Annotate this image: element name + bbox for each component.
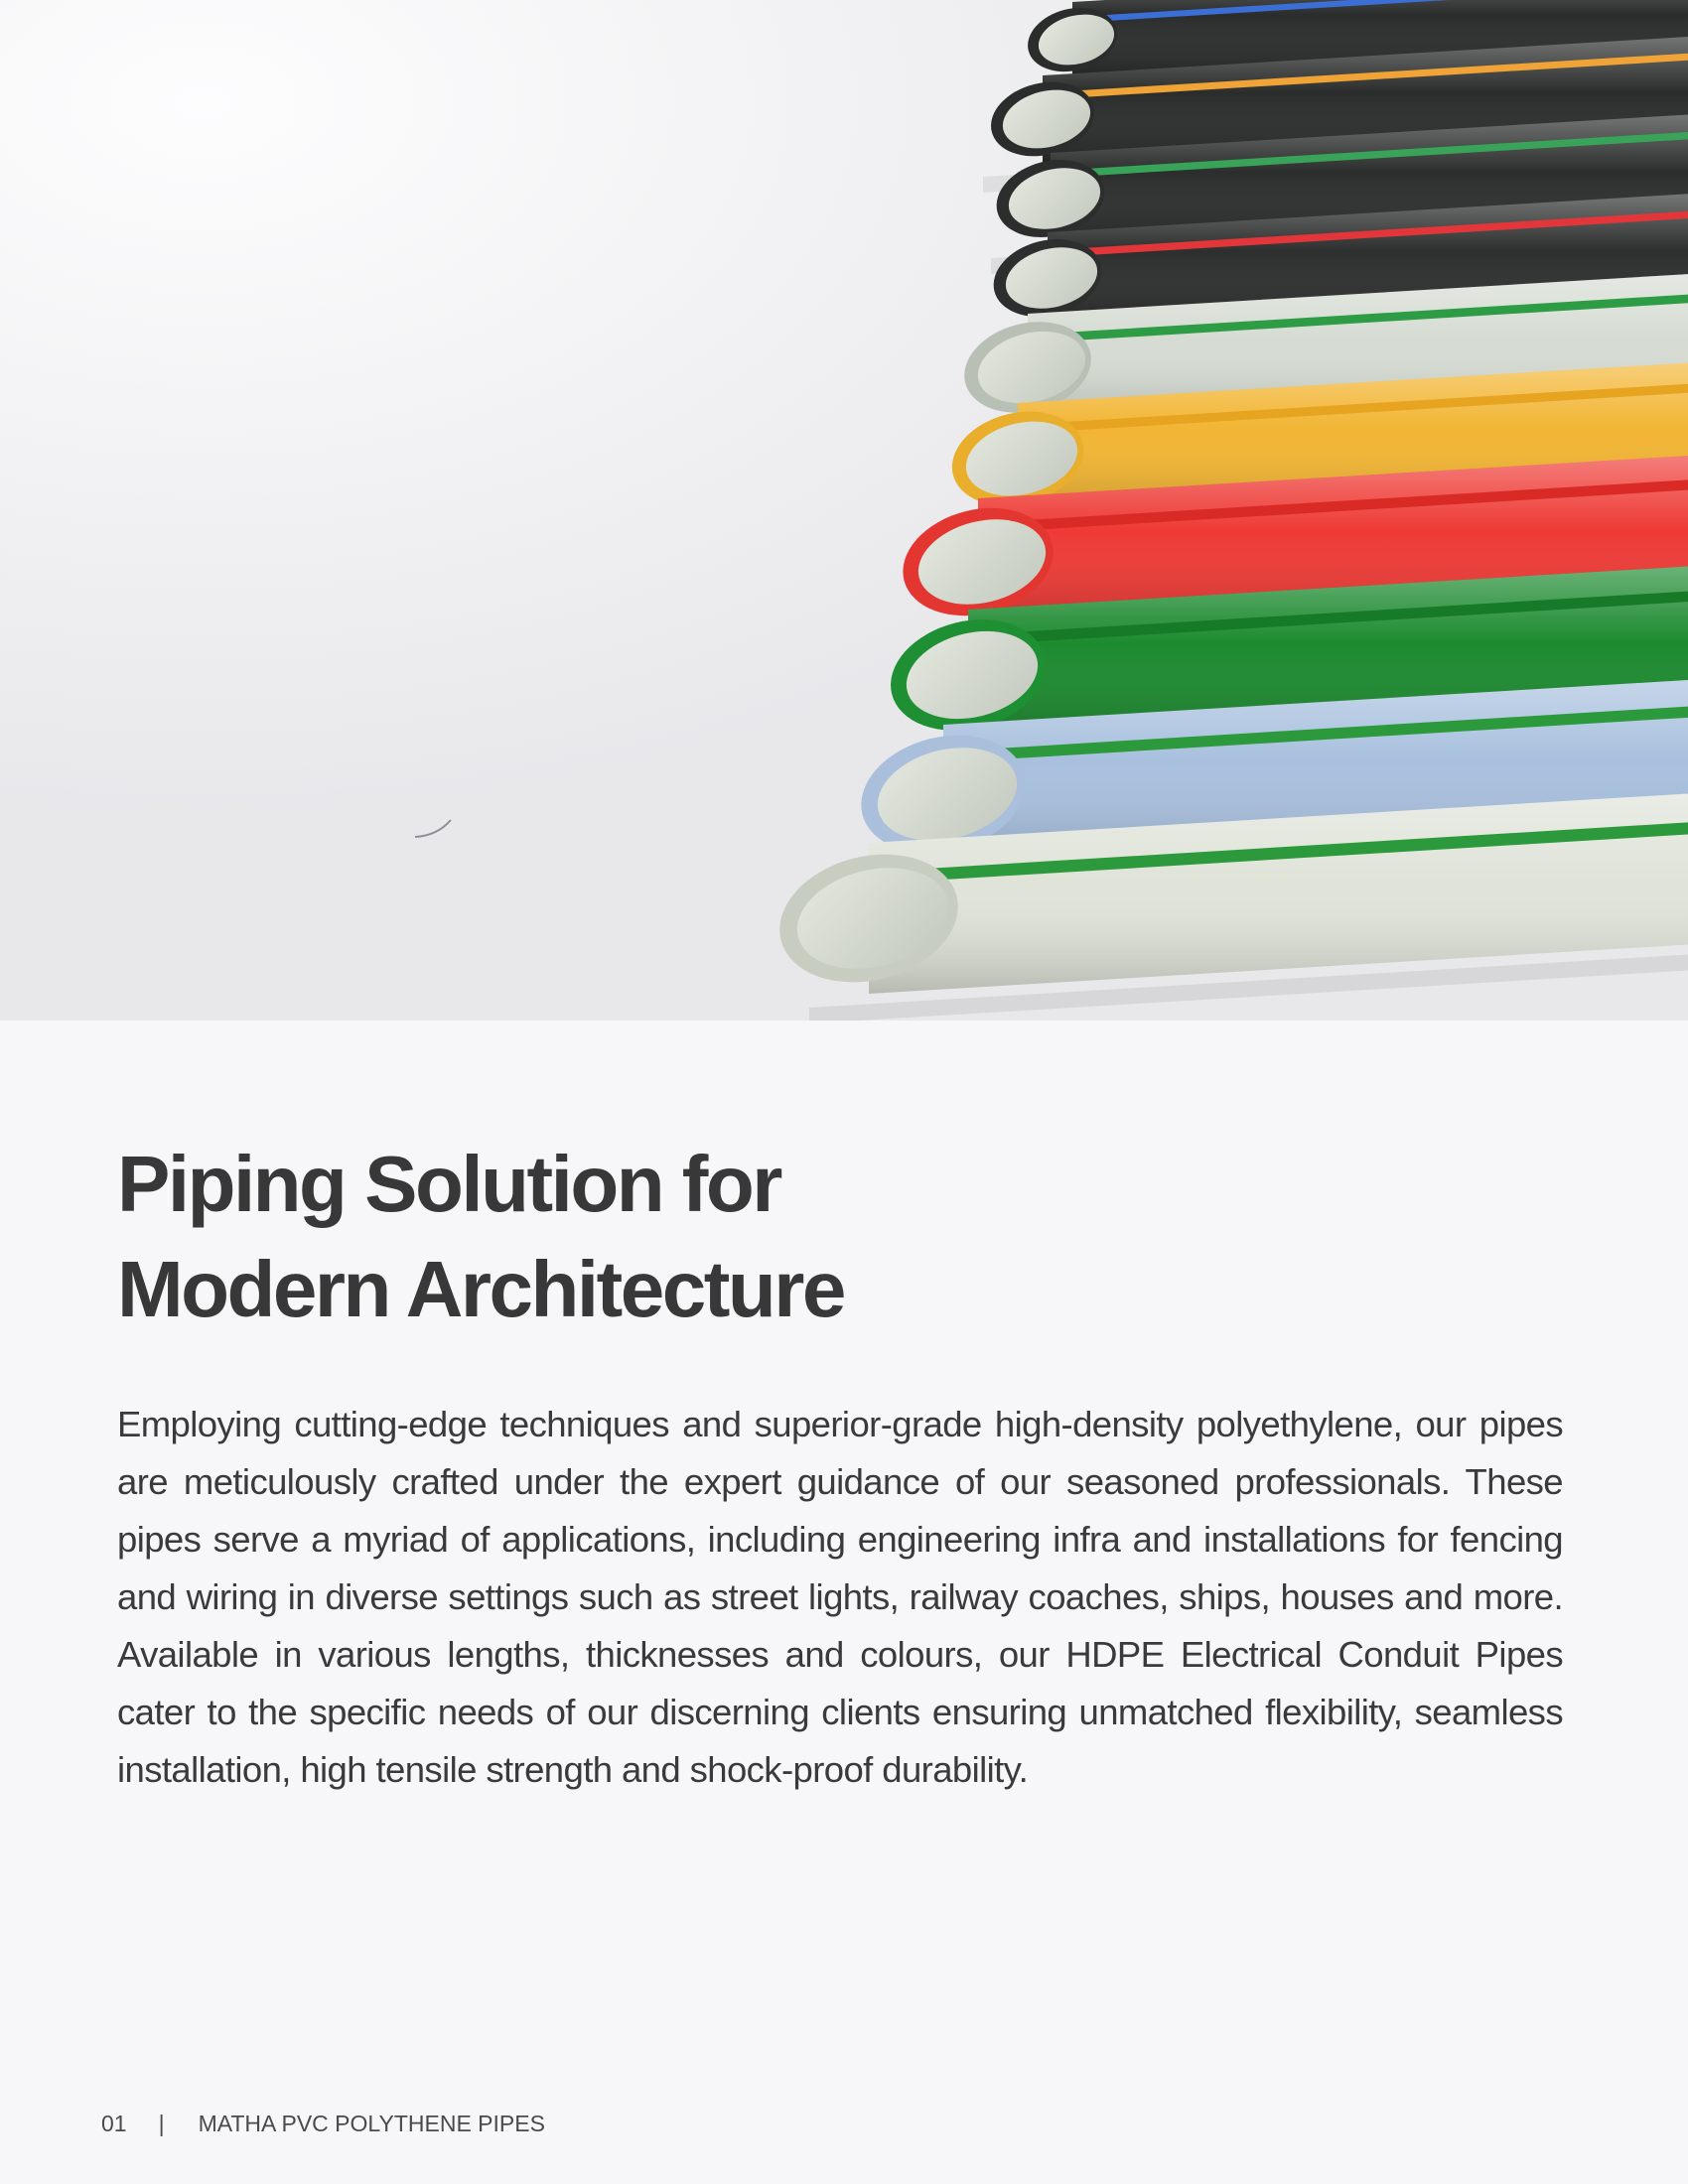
page-number: 01 bbox=[101, 2111, 127, 2136]
coloured-conduit-pipes-photo bbox=[0, 0, 1688, 1021]
intro-paragraph: Employing cutting-edge techniques and superior-grade high-density polyethylene, our pipes are meticulously crafted under the expert guidance of our seasoned professionals. These pipes serve a myriad of applications, including engineering infra and installations for fencing and wiring in diverse settings such as street lights, railway coaches, ships, houses and more. Available in various lengths, thicknesses and colours, our HDPE Electrical Conduit Pipes cater to the specific needs of our discerning clients ensuring unmatched flexibility, seamless installation, high tensile strength and shock-proof durability. bbox=[117, 1404, 1563, 1790]
footer-brand: MATHA PVC POLYTHENE PIPES bbox=[198, 2111, 545, 2136]
page-title-line-2: Modern Architecture bbox=[117, 1245, 844, 1333]
page-title bbox=[117, 1132, 1563, 1342]
main-content bbox=[117, 1132, 1563, 1799]
footer-separator: | bbox=[158, 2111, 165, 2136]
hero-image bbox=[0, 0, 1688, 1021]
page-title-line-1: Piping Solution for bbox=[117, 1140, 780, 1228]
page-footer bbox=[101, 2111, 545, 2137]
